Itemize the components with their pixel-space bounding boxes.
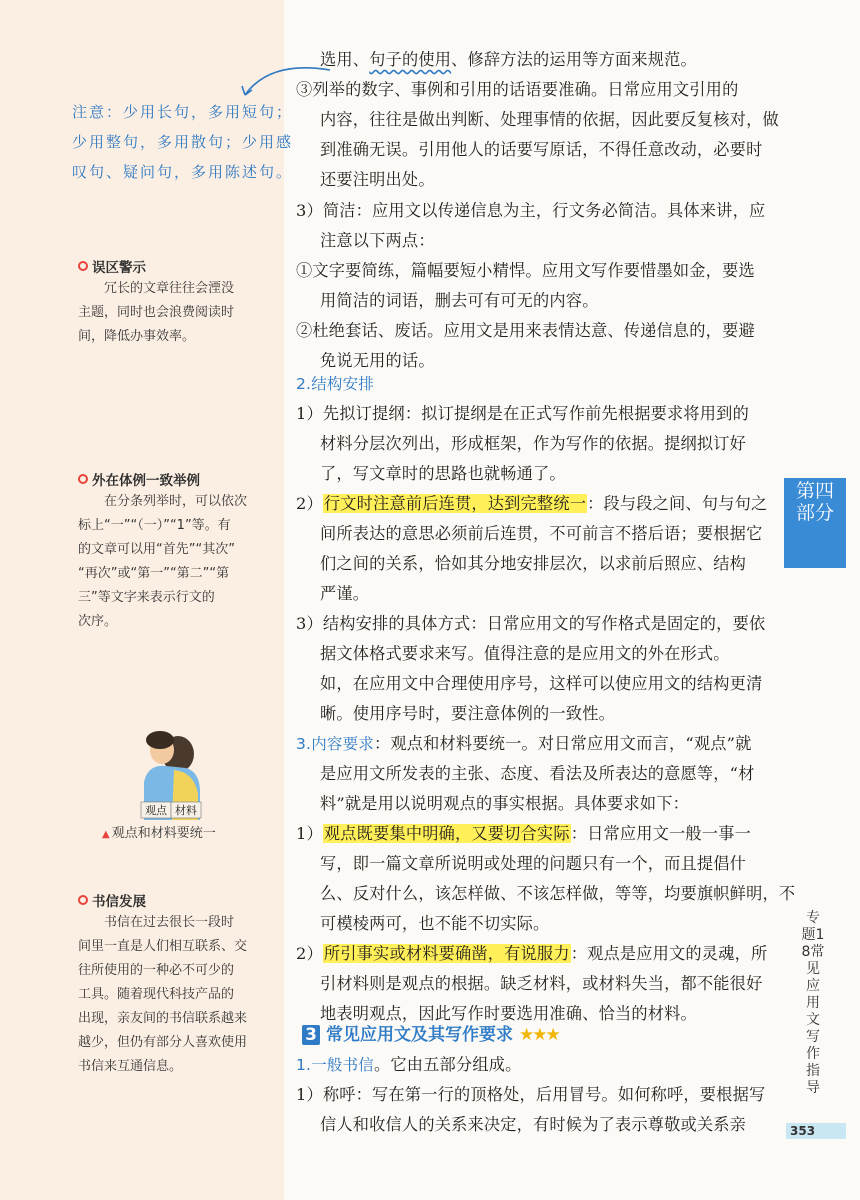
text-line: 信人和收信人的关系来决定，有时候为了表示尊敬或关系亲	[320, 1115, 747, 1134]
text-line: 1）先拟订提纲：拟订提纲是在正式写作前先根据要求将用到的	[296, 404, 749, 423]
text-line: 2）所引事实或材料要确凿，有说服力：观点是应用文的灵魂，所	[296, 944, 768, 963]
text-line: 选用、句子的使用、修辞方法的运用等方面来规范。	[320, 50, 697, 69]
text-line: 么、反对什么，该怎样做、不该怎样做，等等，均要旗帜鲜明，不	[320, 884, 796, 903]
note-title-pitfall: 误区警示	[78, 256, 146, 276]
text-line: 如，在应用文中合理使用序号，这样可以使应用文的结构更清	[320, 674, 763, 693]
section-heading: 3 常见应用文及其写作要求 ★★★	[302, 1020, 559, 1045]
text-line: 是应用文所发表的主张、态度、看法及所表达的意愿等，“材	[320, 764, 755, 783]
text-line: 用简洁的词语，删去可有可无的内容。	[320, 291, 599, 310]
text-line: 3.内容要求：观点和材料要统一。对日常应用文而言，“观点”就	[296, 734, 752, 753]
illustration-label-material: 材料	[175, 804, 197, 817]
handwritten-line: 注意：少用长句，多用短句；	[72, 103, 294, 121]
text-line: 引材料则是观点的根据。缺乏材料，或材料失当，都不能很好	[320, 974, 763, 993]
text-line: 1）称呼：写在第一行的顶格处，后用冒号。如何称呼，要根据写	[296, 1085, 766, 1104]
text-line: 晰。使用序号时，要注意体例的一致性。	[320, 704, 615, 723]
text-line: 免说无用的话。	[320, 351, 435, 370]
text-line: 2）行文时注意前后连贯，达到完整统一：段与段之间、句与句之	[296, 494, 768, 513]
text-line: 间所表达的意思必须前后连贯，不可前言不搭后语；要根据它	[320, 524, 763, 543]
text-line: 1）观点既要集中明确，又要切合实际：日常应用文一般一事一	[296, 824, 751, 843]
heading-structure: 2.结构安排	[296, 375, 374, 393]
illustration-caption: ▲ 观点和材料要统一	[102, 826, 216, 841]
text-line: ①文字要简练，篇幅要短小精悍。应用文写作要惜墨如金，要选	[296, 261, 755, 280]
text-line: 们之间的关系，恰如其分地安排层次，以求前后照应、结构	[320, 554, 747, 573]
handwritten-line: 叹句、疑问句，多用陈述句。	[72, 163, 294, 181]
text-line: 地表明观点，因此写作时要选用准确、恰当的材料。	[320, 1004, 697, 1023]
topic-side-label: 专题18常见应用文写作指导	[801, 910, 825, 1096]
handwritten-line: 少用整句，多用散句；少用感	[72, 133, 294, 151]
note-title-format: 外在体例一致举例	[78, 469, 200, 489]
text-line: 3）简洁：应用文以传递信息为主，行文务必简洁。具体来讲，应	[296, 201, 766, 220]
note-body-format: 在分条列举时，可以依次 标上“一”“（一）”“1”等。有 的文章可以用“首先”“其次” “再次”或“第一”“第二”“第 三”等文字来表示行文的 次序。	[78, 494, 248, 629]
text-line: 料”就是用以说明观点的事实根据。具体要求如下：	[320, 794, 689, 813]
text-line: 还要注明出处。	[320, 170, 435, 189]
text-line: 了，写文章时的思路也就畅通了。	[320, 464, 566, 483]
text-line: ③列举的数字、事例和引用的话语要准确。日常应用文引用的	[296, 80, 739, 99]
page-number: 353	[786, 1123, 846, 1139]
text-line: 材料分层次列出，形成框架，作为写作的依据。提纲拟订好	[320, 434, 747, 453]
hugging-figures-illustration	[138, 722, 208, 820]
text-line: 3）结构安排的具体方式：日常应用文的写作格式是固定的，要依	[296, 614, 766, 633]
text-line: 写，即一篇文章所说明或处理的问题只有一个，而且提倡什	[320, 854, 747, 873]
note-body-letters: 书信在过去很长一段时 间里一直是人们相互联系、交 往所使用的一种必不可少的 工具。随着现代科技产品的 出现，亲友间的书信联系越来 越少，但仍有部分人喜欢使用 书信来互通信息。	[78, 915, 248, 1074]
text-line: 到准确无误。引用他人的话要写原话，不得任意改动，必要时	[320, 140, 763, 159]
text-line: 据文体格式要求来写。值得注意的是应用文的外在形式。	[320, 644, 730, 663]
difficulty-stars-icon: ★★★	[519, 1025, 559, 1045]
text-line: 注意以下两点：	[320, 231, 435, 250]
note-body-pitfall: 冗长的文章往往会湮没 主题，同时也会浪费阅读时 间，降低办事效率。	[78, 281, 235, 344]
text-line: 严谨。	[320, 584, 370, 603]
text-line: 可模棱两可，也不能不切实际。	[320, 914, 550, 933]
part-tab: 第四 部分	[784, 478, 846, 568]
note-title-letters: 书信发展	[78, 890, 146, 910]
illustration-label-viewpoint: 观点	[145, 804, 167, 817]
text-line: ②杜绝套话、废话。应用文是用来表情达意、传递信息的，要避	[296, 321, 755, 340]
text-line: 内容，往往是做出判断、处理事情的依据，因此要反复核对，做	[320, 110, 779, 129]
section-number-badge: 3	[302, 1025, 320, 1045]
text-line: 1.一般书信。它由五部分组成。	[296, 1055, 522, 1074]
